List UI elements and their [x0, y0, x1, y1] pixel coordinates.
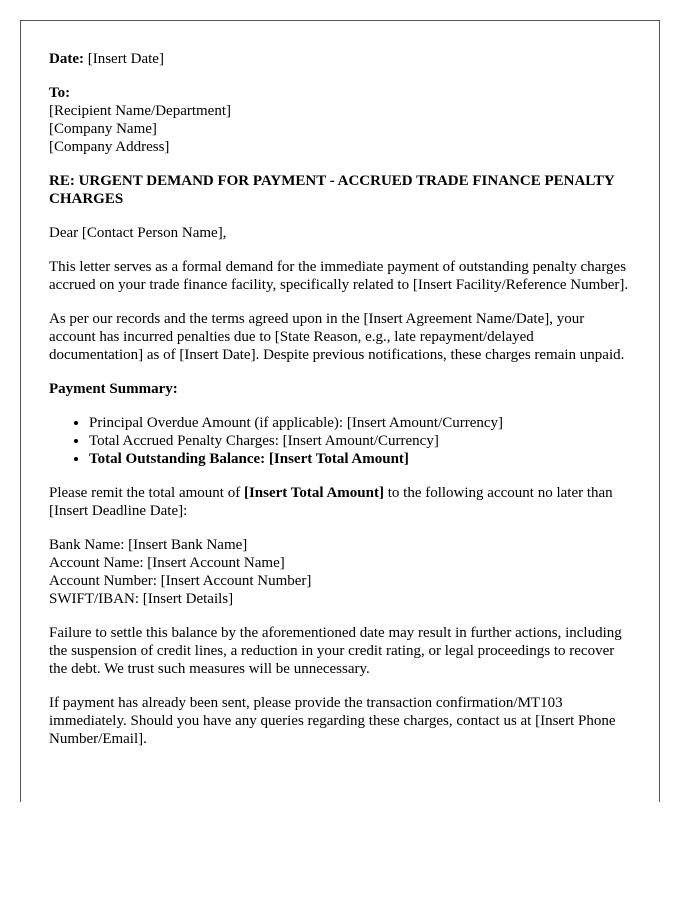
remit-instruction: [49, 484, 631, 520]
paragraph-consequences: Failure to settle this balance by the aforementioned date may result in further actions, including the suspension of credit lines, a reduction in your credit rating, or legal proceedings to recover the debt. We trust such measures will be unnecessary.: [49, 625, 622, 677]
summary-item-penalty: • Total Accrued Penalty Charges: [Insert Amount/Currency]: [89, 432, 631, 450]
payment-summary-list: [49, 414, 631, 468]
company-name: [Company Name]: [49, 121, 157, 137]
to-label: To:: [49, 85, 71, 101]
letter-page: [20, 20, 660, 802]
paragraph-confirmation: If payment has already been sent, please provide the transaction confirmation/MT103 immediately. Should you have any queries regarding these charges, contact us at [Insert Phone Number/Email].: [49, 695, 616, 747]
paragraph-records: As per our records and the terms agreed upon in the [Insert Agreement Name/Date], your account has incurred penalties due to [State Reason, e.g., late repayment/delayed documentation] as of [Insert Date]. Despite previous notifications, these charges remain unpaid.: [49, 311, 625, 363]
paragraph-intro: This letter serves as a formal demand for the immediate payment of outstanding penalty charges accrued on your trade finance facility, specifically related to [Insert Facility/Reference Number].: [49, 259, 629, 293]
account-name: Account Name: [Insert Account Name]: [49, 555, 285, 571]
account-number: Account Number: [Insert Account Number]: [49, 573, 312, 589]
date-line: [49, 50, 631, 68]
remit-text-after: to the following account no later than [Insert Deadline Date]:: [49, 485, 613, 519]
remit-amount: [Insert Total Amount]: [243, 485, 384, 501]
date-label: Date:: [49, 51, 84, 67]
summary-item-total: • Total Outstanding Balance: [Insert Total Amount]: [89, 450, 631, 468]
recipient-name: [Recipient Name/Department]: [49, 103, 232, 119]
summary-item-principal: • Principal Overdue Amount (if applicable): [Insert Amount/Currency]: [89, 414, 631, 432]
remit-text-before: Please remit the total amount of: [49, 485, 244, 501]
bank-name: Bank Name: [Insert Bank Name]: [49, 537, 248, 553]
payment-summary-heading: Payment Summary:: [49, 381, 178, 397]
company-address: [Company Address]: [49, 139, 170, 155]
recipient-block: [49, 84, 631, 156]
date-value: [Insert Date]: [87, 51, 164, 67]
subject-line: RE: URGENT DEMAND FOR PAYMENT - ACCRUED TRADE FINANCE PENALTY CHARGES: [49, 173, 615, 207]
bank-details: [49, 536, 631, 608]
salutation: Dear [Contact Person Name],: [49, 225, 227, 241]
swift-iban: SWIFT/IBAN: [Insert Details]: [49, 591, 234, 607]
